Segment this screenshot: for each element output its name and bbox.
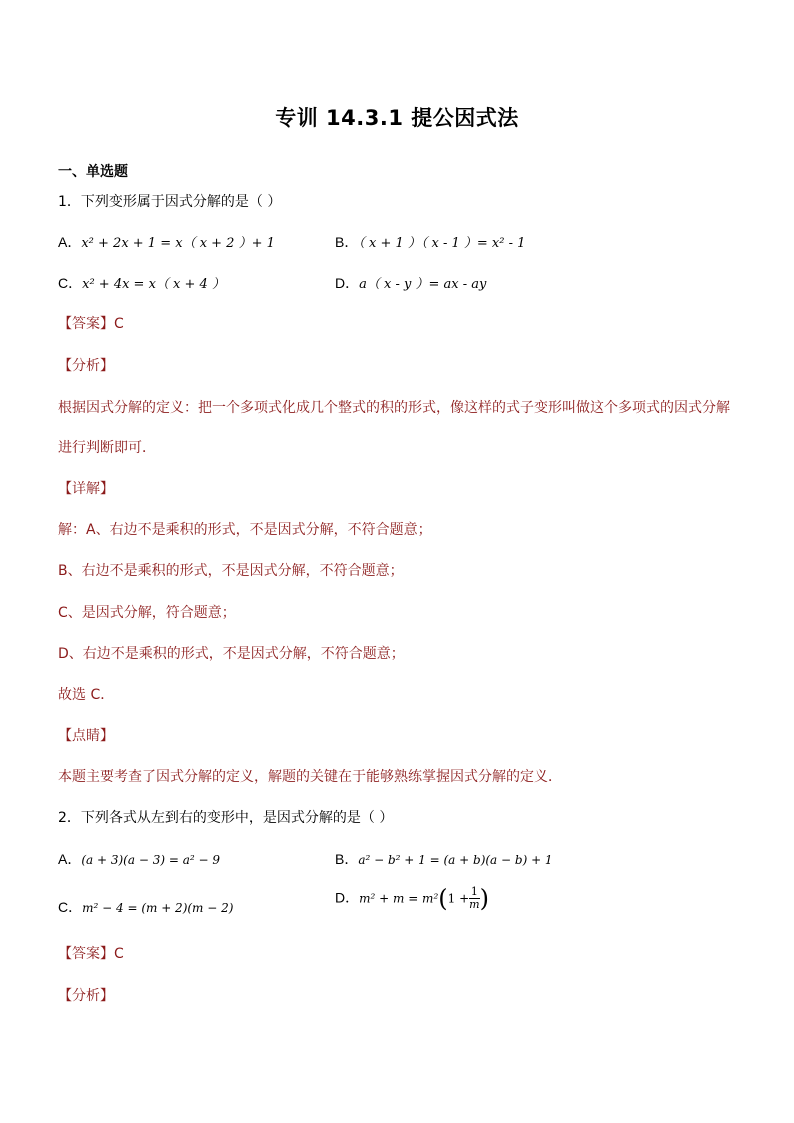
section-heading: 一、单选题 bbox=[58, 164, 128, 180]
q1-conclusion: 故选 C． bbox=[58, 687, 115, 703]
q2-option-a bbox=[58, 849, 220, 870]
q1-option-d-math: a（ x - y ）= ax - ay bbox=[359, 277, 487, 292]
q2-option-d-numerator: 1 bbox=[470, 885, 478, 898]
q2-option-d bbox=[335, 886, 489, 911]
q1-detail-b: B、右边不是乘积的形式，不是因式分解，不符合题意； bbox=[58, 563, 404, 579]
q2-option-d-one: 1 + bbox=[447, 891, 470, 906]
q2-answer: 【答案】C bbox=[58, 946, 124, 962]
q1-option-d-label: D． bbox=[335, 275, 360, 291]
q2-option-c-label: C． bbox=[58, 899, 83, 915]
q2-option-a-label: A． bbox=[58, 851, 82, 867]
q1-option-c-math: x² + 4x = x（ x + 4 ） bbox=[82, 277, 225, 292]
q1-detail-d: D、右边不是乘积的形式，不是因式分解，不符合题意； bbox=[58, 646, 405, 662]
q2-option-d-fraction bbox=[469, 886, 479, 911]
q1-comment-heading: 【点睛】 bbox=[58, 728, 114, 744]
q1-option-a-math: x² + 2x + 1 = x（ x + 2 ）+ 1 bbox=[81, 236, 275, 251]
q2-option-d-label: D． bbox=[335, 889, 360, 906]
q2-option-d-open-paren: ( bbox=[438, 884, 448, 913]
q1-option-d bbox=[335, 273, 486, 295]
q1-answer: 【答案】C bbox=[58, 316, 124, 332]
q2-option-b-math: a² − b² + 1 = (a + b)(a − b) + 1 bbox=[358, 853, 553, 867]
question-1-stem: 1．下列变形属于因式分解的是（ ） bbox=[58, 194, 282, 210]
q1-analysis-heading: 【分析】 bbox=[58, 358, 114, 374]
q2-analysis-heading: 【分析】 bbox=[58, 988, 114, 1004]
q1-option-a bbox=[58, 232, 275, 254]
q1-option-a-label: A． bbox=[58, 234, 82, 250]
question-2-stem: 2．下列各式从左到右的变形中，是因式分解的是（ ） bbox=[58, 810, 394, 826]
q1-option-c-label: C． bbox=[58, 275, 83, 291]
q1-detail-c: C、是因式分解，符合题意； bbox=[58, 605, 236, 621]
q1-analysis-text: 根据因式分解的定义：把一个多项式化成几个整式的积的形式，像这样的式子变形叫做这个多项式的因式分解进行判断即可． bbox=[58, 400, 730, 456]
q1-option-b bbox=[335, 232, 525, 254]
q2-option-b-label: B． bbox=[335, 851, 359, 867]
q1-comment-text: 本题主要考查了因式分解的定义，解题的关键在于能够熟练掌握因式分解的定义． bbox=[58, 769, 562, 785]
q2-option-d-math-left: m² + m = m² bbox=[359, 891, 439, 906]
q2-option-d-denominator: m bbox=[469, 898, 480, 911]
q2-option-a-math: (a + 3)(a − 3) = a² − 9 bbox=[81, 853, 220, 867]
q2-option-c bbox=[58, 897, 233, 918]
q2-option-b bbox=[335, 849, 553, 870]
q2-option-c-math: m² − 4 = (m + 2)(m − 2) bbox=[82, 901, 234, 915]
q1-detail-heading: 【详解】 bbox=[58, 481, 114, 497]
q1-option-b-label: B． bbox=[335, 234, 359, 250]
q2-option-d-close-paren: ) bbox=[479, 884, 489, 913]
q1-option-b-math: （ x + 1 ）（ x - 1 ）= x² - 1 bbox=[358, 236, 526, 251]
document-title: 专训 14.3.1 提公因式法 bbox=[275, 106, 519, 130]
q1-detail-a: 解：A、右边不是乘积的形式，不是因式分解，不符合题意； bbox=[58, 522, 432, 538]
q1-option-c bbox=[58, 273, 225, 295]
